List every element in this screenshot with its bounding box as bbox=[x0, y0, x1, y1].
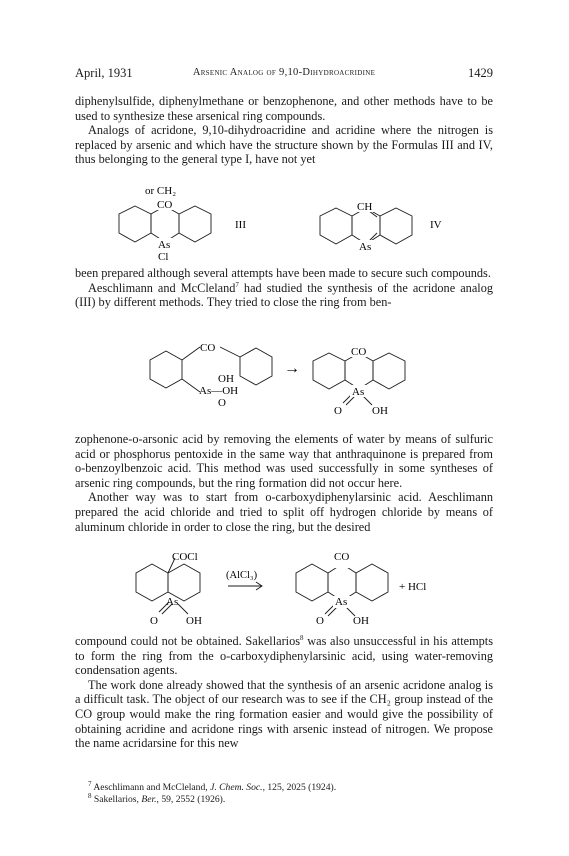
benzene-ring-a bbox=[150, 351, 182, 388]
ch-label: CH bbox=[357, 201, 373, 213]
as-label-4: As bbox=[335, 596, 348, 608]
reaction-arrow: → bbox=[284, 360, 300, 377]
benzene-ring-right bbox=[179, 206, 211, 242]
o-label-4: O bbox=[316, 615, 324, 627]
central-ring bbox=[151, 206, 179, 242]
benzene-ring-c bbox=[313, 353, 345, 389]
benzene-ring-right-iv bbox=[380, 208, 412, 244]
paragraph-7-text-b: was also unsuccessful in his attempts to form the ring from the o-carboxydiphenylarsinic acid, using water-removing condensation agents. bbox=[75, 634, 494, 678]
text-block-3 bbox=[75, 432, 493, 534]
co-label-3: CO bbox=[351, 346, 367, 358]
footnote-7-mark: 7 bbox=[88, 779, 92, 788]
paragraph-3: been prepared although several attempts have been made to secure such compounds. bbox=[75, 266, 491, 280]
footnote-7-authors: Aeschlimann and McCleland, bbox=[91, 782, 211, 793]
paragraph-4 bbox=[75, 281, 493, 310]
figure-acid-chloride-reaction bbox=[0, 548, 569, 630]
reference-7: 7 bbox=[235, 280, 239, 289]
as-oh-label: As—OH bbox=[199, 385, 239, 397]
benzene-ring-b bbox=[240, 348, 272, 385]
benzene-ring-e bbox=[136, 564, 168, 601]
paragraph-6: Another way was to start from o-carboxydiphenylarsinic acid. Aeschlimann prepared the acid chloride and tried to split off hydrogen chloride by means of aluminum chloride in order to close the ring, but the desired bbox=[75, 490, 493, 534]
cocl-label: COCl bbox=[172, 551, 198, 563]
as-label-2: As bbox=[352, 386, 365, 398]
co-label: CO bbox=[157, 199, 173, 211]
text-block-4 bbox=[75, 634, 493, 751]
benzene-ring-g bbox=[296, 564, 328, 601]
paragraph-2: Analogs of acridone, 9,10-dihydroacridine and acridine where the nitrogen is replaced by arsenic and which have the structure shown by the Formulas III and IV, thus belonging to the general type I, have not yet bbox=[75, 123, 493, 167]
oh-label-4: OH bbox=[353, 615, 369, 627]
central-ring-iv bbox=[352, 208, 380, 244]
paragraph-8: The work done already showed that the synthesis of an arsenic acridone analog is a difficult task. The object of our research was to see if the CH₂ group instead of the CO group would make the ring formation easier and would give the possibility of obtaining acridine and acridone rings with arsenic instead of nitrogen. We propose the name acridarsine for this new bbox=[75, 677, 493, 751]
formula-iv-label: IV bbox=[430, 219, 442, 231]
paragraph-1: diphenylsulfide, diphenylmethane or benzophenone, and other methods have to be used to synthesize these arsenical ring compounds. bbox=[75, 94, 493, 123]
co-label-4: CO bbox=[334, 551, 350, 563]
footnotes bbox=[75, 779, 493, 806]
hcl-label: + HCl bbox=[399, 581, 427, 593]
footnote-8-citation: , 59, 2552 (1926). bbox=[156, 794, 226, 805]
reference-8: 8 bbox=[300, 633, 304, 642]
footnote-8-authors: Sakellarios, bbox=[91, 794, 142, 805]
as-label-iv: As bbox=[359, 241, 372, 253]
figure-ring-closure-attempt bbox=[0, 337, 569, 425]
as-label: As bbox=[158, 239, 171, 251]
footnote-7-journal: J. Chem. Soc. bbox=[210, 782, 263, 793]
central-ring-c bbox=[345, 353, 373, 389]
footnote-8 bbox=[75, 791, 493, 806]
as-label-3: As bbox=[166, 596, 179, 608]
structure-diagram-3 bbox=[0, 548, 569, 630]
structure-diagram-2 bbox=[0, 337, 569, 425]
footnote-8-mark: 8 bbox=[88, 791, 92, 800]
formula-iii-label: III bbox=[235, 219, 246, 231]
paragraph-7-text-a: compound could not be obtained. Sakellarios bbox=[75, 634, 301, 648]
o-label-3: O bbox=[150, 615, 158, 627]
o-label-2: O bbox=[334, 405, 342, 417]
paragraph-4-text-a: Aeschlimann and McCleland bbox=[88, 280, 236, 295]
benzene-ring-left bbox=[119, 206, 151, 242]
page-number: 1429 bbox=[468, 66, 493, 80]
oh-label-3: OH bbox=[186, 615, 202, 627]
text-block-1 bbox=[75, 94, 493, 167]
paragraph-4-text-b: had studied the synthesis of the acridone analog (III) by different methods. They tried to close the ring from ben- bbox=[75, 280, 493, 310]
structure-diagram-1 bbox=[0, 182, 569, 262]
footnote-7-citation: , 125, 2025 (1924). bbox=[262, 782, 337, 793]
paragraph-7 bbox=[75, 634, 493, 678]
footnote-7 bbox=[75, 779, 493, 794]
benzene-ring-left-iv bbox=[320, 208, 352, 244]
figure-formulas-iii-iv bbox=[0, 182, 569, 262]
reagent-label: (AlCl₃) bbox=[226, 570, 258, 581]
co-label-2: CO bbox=[200, 342, 216, 354]
oh-label-2: OH bbox=[372, 405, 388, 417]
benzene-ring-d bbox=[373, 353, 405, 389]
header-date: April, 1931 bbox=[75, 66, 133, 80]
header-running-title: Arsenic Analog of 9,10-Dihydroacridine bbox=[192, 67, 376, 78]
running-header bbox=[75, 66, 493, 82]
or-ch2-label: or CH₂ bbox=[145, 185, 177, 197]
benzene-ring-h bbox=[356, 564, 388, 601]
o-label-1: O bbox=[218, 397, 226, 409]
text-block-2 bbox=[75, 266, 493, 310]
cl-label: Cl bbox=[158, 251, 169, 262]
footnote-8-journal: Ber. bbox=[141, 794, 157, 805]
oh-label-1: OH bbox=[218, 373, 234, 385]
paragraph-5: zophenone-o-arsonic acid by removing the elements of water by means of sulfuric acid or phosphorus pentoxide in the same way that anthraquinone is prepared from o-benzoylbenzoic acid. This method was used successfully in some syntheses of arsenic ring compounds, but the ring formation did not occur here. bbox=[75, 432, 493, 490]
